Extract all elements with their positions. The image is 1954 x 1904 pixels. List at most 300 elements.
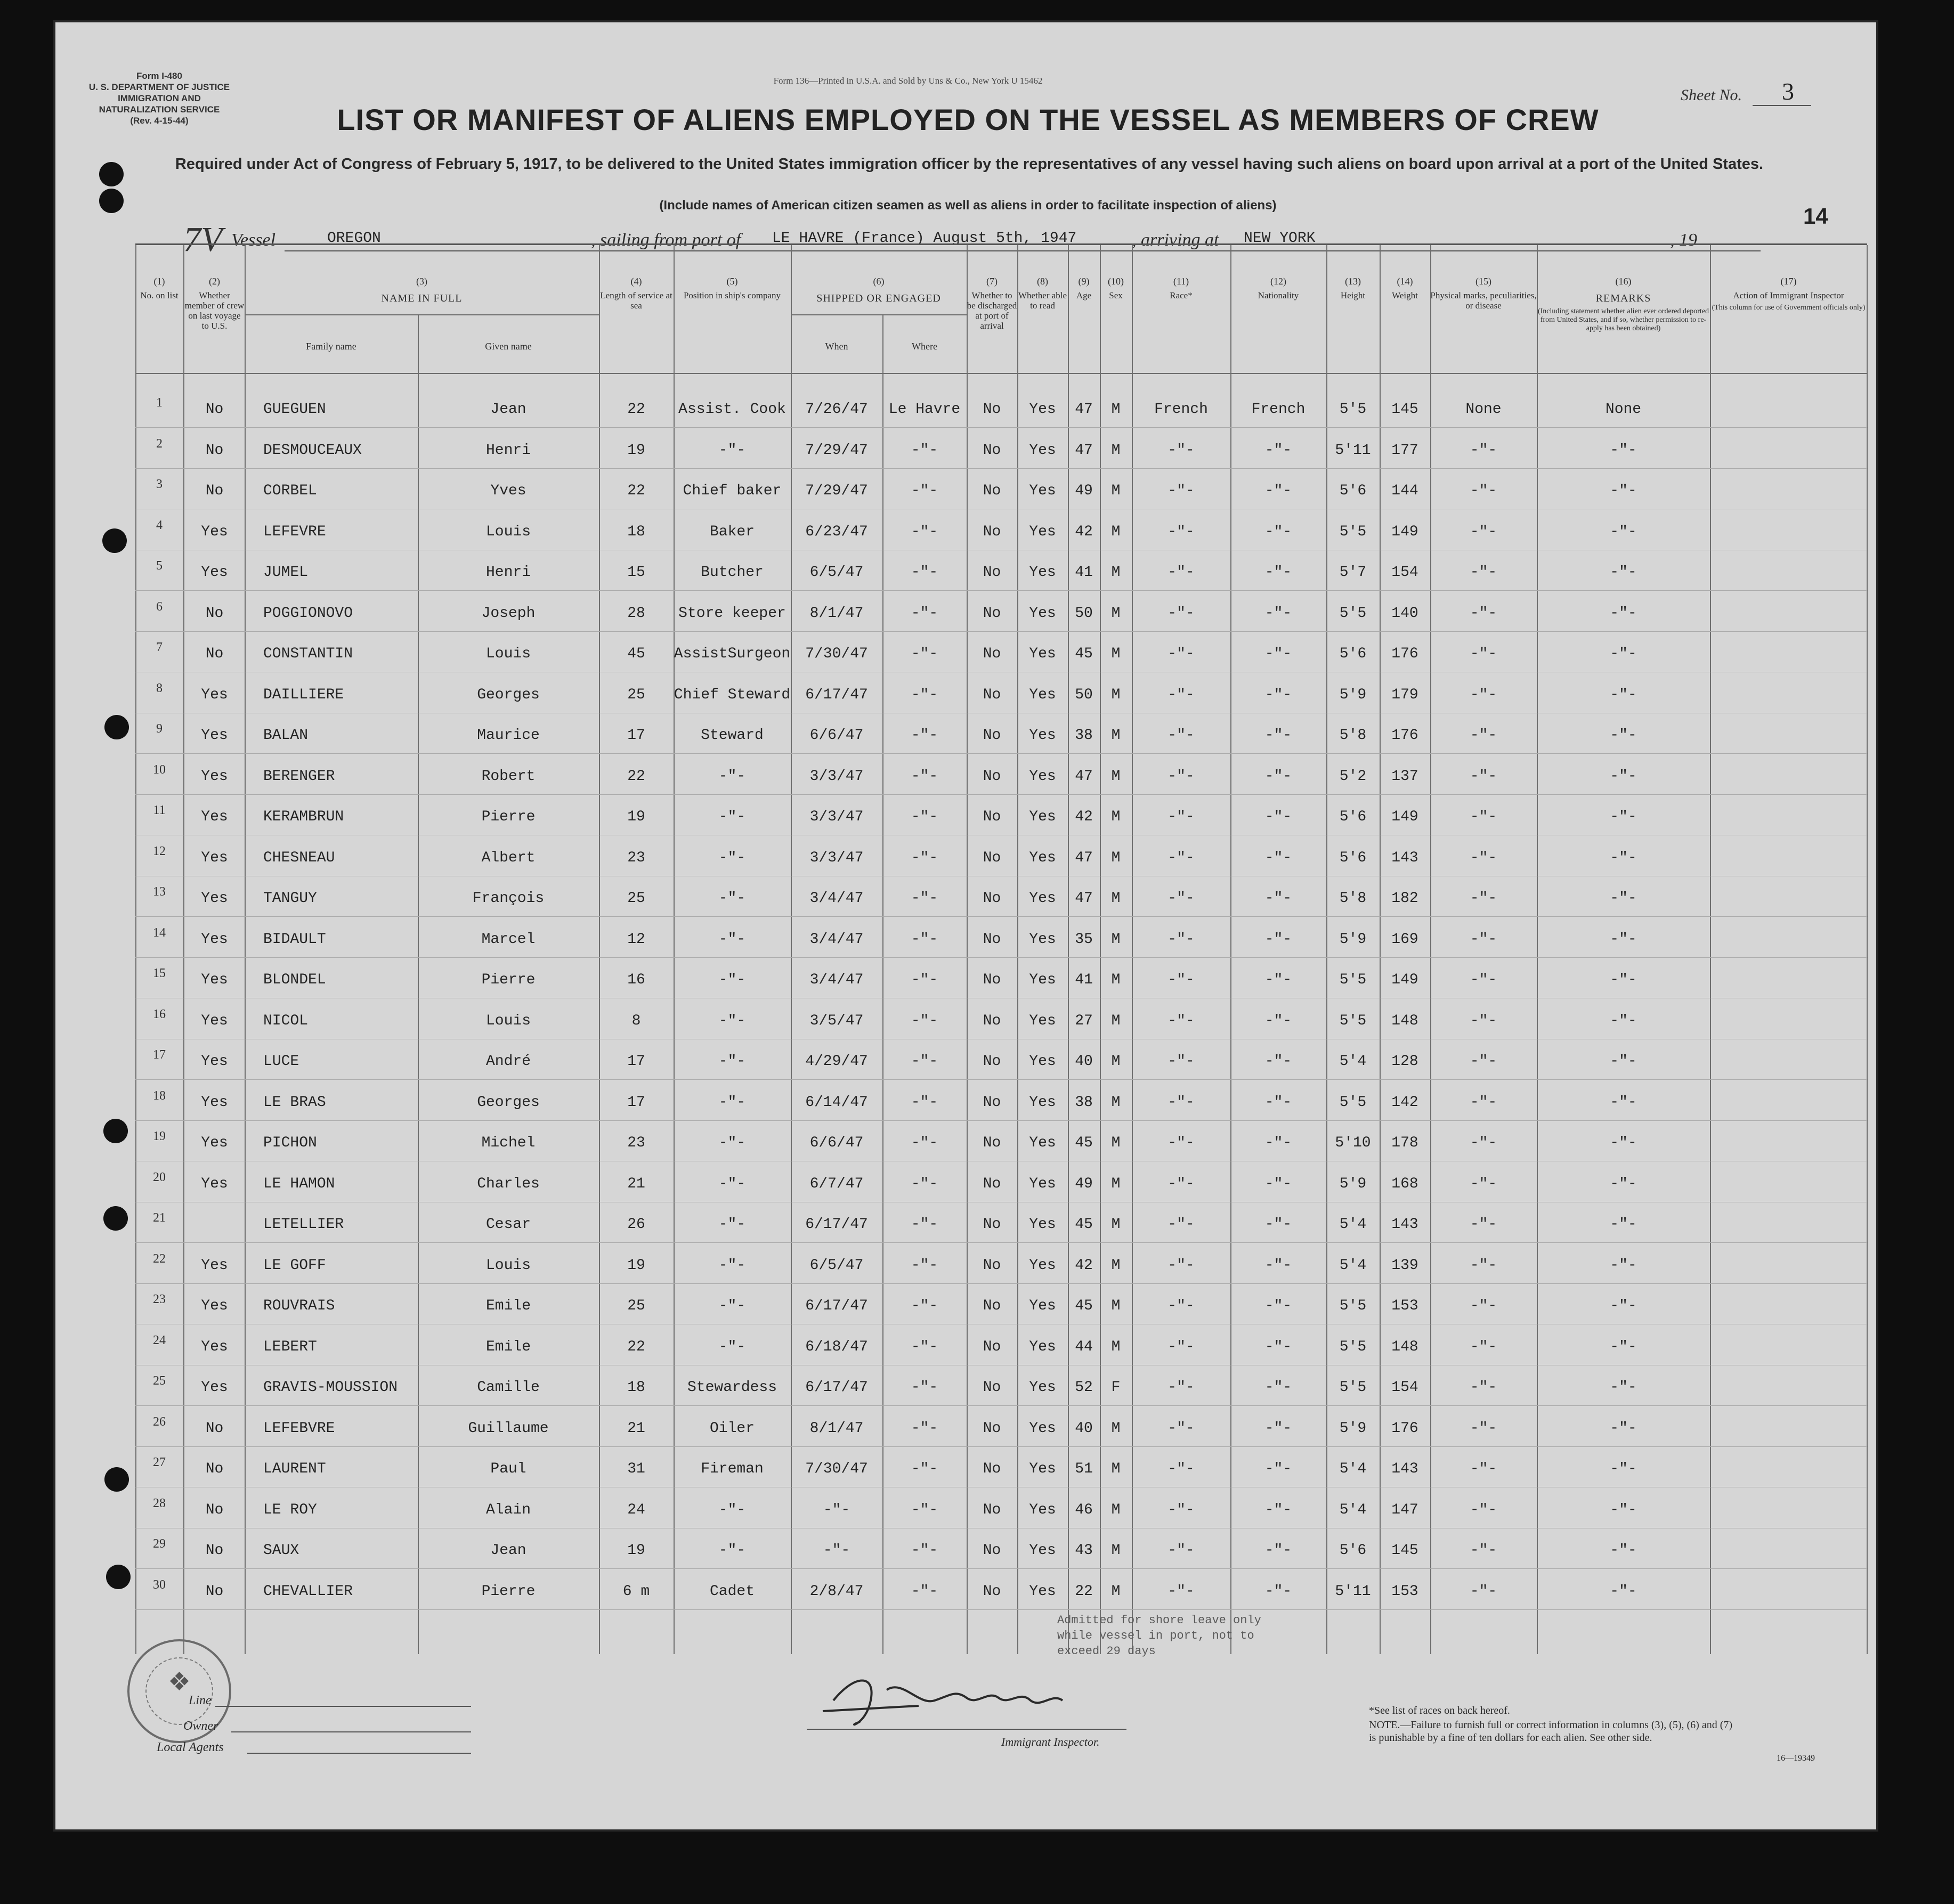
- marks-cell: -"-: [1470, 931, 1497, 948]
- service-cell: 21: [627, 1175, 645, 1192]
- given-name-cell: Guillaume: [468, 1420, 549, 1437]
- service-cell: 18: [627, 1379, 645, 1396]
- service-cell: 19: [627, 809, 645, 825]
- family-name-cell: DESMOUCEAUX: [263, 442, 362, 459]
- discharge-cell: No: [983, 1257, 1001, 1274]
- table-row: [135, 794, 1867, 835]
- crew-member-cell: Yes: [201, 931, 228, 948]
- punch-hole: [106, 1565, 131, 1589]
- race-cell: -"-: [1167, 483, 1195, 499]
- row-number: 5: [156, 559, 163, 573]
- crew-member-cell: Yes: [201, 564, 228, 581]
- nationality-cell: -"-: [1264, 646, 1292, 662]
- shipped-where-cell: -"-: [911, 972, 938, 988]
- marks-cell: -"-: [1470, 1257, 1497, 1274]
- shipped-where-cell: -"-: [911, 686, 938, 703]
- discharge-cell: No: [983, 564, 1001, 581]
- weight-cell: 153: [1391, 1298, 1418, 1314]
- eagle-icon: ❖: [167, 1668, 191, 1696]
- discharge-cell: No: [983, 483, 1001, 499]
- given-name-cell: Jean: [490, 401, 526, 418]
- shipped-where-cell: -"-: [911, 849, 938, 866]
- sex-cell: M: [1111, 1461, 1121, 1477]
- shipped-where-cell: -"-: [911, 1501, 938, 1518]
- shipped-where-cell: -"-: [911, 1461, 938, 1477]
- shipped-where-cell: -"-: [911, 1542, 938, 1559]
- shipped-where-cell: -"-: [911, 809, 938, 825]
- shipped-where-cell: -"-: [911, 1135, 938, 1151]
- col-header-height: (13) Height: [1340, 276, 1366, 300]
- given-name-cell: Michel: [481, 1135, 536, 1151]
- remarks-cell: -"-: [1610, 1012, 1637, 1029]
- height-cell: 5'6: [1339, 483, 1367, 499]
- sailing-label: , sailing from port of: [591, 230, 741, 250]
- position-cell: -"-: [718, 1175, 746, 1192]
- family-name-cell: CHEVALLIER: [263, 1583, 353, 1600]
- age-cell: 45: [1075, 1298, 1093, 1314]
- shipped-where-cell: -"-: [911, 646, 938, 662]
- position-cell: Chief Steward: [674, 686, 791, 703]
- shipped-where-cell: -"-: [911, 1338, 938, 1355]
- age-cell: 44: [1075, 1338, 1093, 1355]
- crew-member-cell: Yes: [201, 523, 228, 540]
- remarks-cell: -"-: [1610, 809, 1637, 825]
- family-name-cell: TANGUY: [263, 890, 317, 907]
- races-note: *See list of races on back hereof.: [1369, 1705, 1510, 1716]
- nationality-cell: -"-: [1264, 523, 1292, 540]
- shipped-when-cell: 8/1/47: [809, 1420, 864, 1437]
- read-cell: Yes: [1029, 1175, 1056, 1192]
- shipped-where-cell: -"-: [911, 605, 938, 622]
- marks-cell: -"-: [1470, 523, 1497, 540]
- table-row: [135, 386, 1867, 428]
- race-cell: -"-: [1167, 972, 1195, 988]
- position-cell: -"-: [718, 1298, 746, 1314]
- crew-member-cell: Yes: [201, 686, 228, 703]
- height-cell: 5'7: [1339, 564, 1367, 581]
- page-title: LIST OR MANIFEST OF ALIENS EMPLOYED ON THE VESSEL AS MEMBERS OF CREW: [337, 103, 1599, 136]
- discharge-cell: No: [983, 1135, 1001, 1151]
- family-name-cell: LEFEVRE: [263, 523, 326, 540]
- shipped-when-cell: 3/5/47: [809, 1012, 864, 1029]
- shipped-when-cell: 6/18/47: [805, 1338, 868, 1355]
- family-name-cell: BALAN: [263, 727, 309, 744]
- given-name-cell: Alain: [485, 1501, 531, 1518]
- remarks-cell: -"-: [1610, 646, 1637, 662]
- race-cell: -"-: [1167, 768, 1195, 785]
- race-cell: -"-: [1167, 931, 1195, 948]
- punch-hole: [103, 1206, 128, 1231]
- nationality-cell: -"-: [1264, 483, 1292, 499]
- height-cell: 5'6: [1339, 809, 1367, 825]
- given-name-cell: Maurice: [477, 727, 540, 744]
- sex-cell: M: [1111, 401, 1121, 418]
- col-header-where: Where: [912, 341, 937, 352]
- table-row: [135, 1079, 1867, 1121]
- sex-cell: M: [1111, 1175, 1121, 1192]
- col-header-age: (9) Age: [1076, 276, 1092, 300]
- family-name-cell: LE GOFF: [263, 1257, 326, 1274]
- nationality-cell: -"-: [1264, 1053, 1292, 1070]
- marks-cell: -"-: [1470, 768, 1497, 785]
- row-number: 3: [156, 477, 163, 491]
- sheet-number-value: 3: [1782, 78, 1794, 105]
- required-text: Required under Act of Congress of February 5, 1917, to be delivered to the United States immigration officer by the representatives of any vessel having such aliens on board upon arrival at a port of the United States.: [175, 156, 1764, 173]
- given-name-cell: Louis: [485, 1012, 531, 1029]
- age-cell: 42: [1075, 523, 1093, 540]
- given-name-cell: Pierre: [481, 1583, 536, 1600]
- marks-cell: -"-: [1470, 605, 1497, 622]
- age-cell: 45: [1075, 1216, 1093, 1233]
- punch-hole: [104, 715, 129, 739]
- printer-line: Form 136—Printed in U.S.A. and Sold by Uns & Co., New York U 15462: [773, 76, 1043, 86]
- age-cell: 47: [1075, 401, 1093, 418]
- service-cell: 25: [627, 890, 645, 907]
- table-row: [135, 712, 1867, 754]
- shipped-where-cell: -"-: [911, 768, 938, 785]
- given-name-cell: Louis: [485, 523, 531, 540]
- row-number: 28: [153, 1496, 166, 1510]
- row-number: 22: [153, 1251, 166, 1266]
- shipped-where-cell: -"-: [911, 1012, 938, 1029]
- table-row: [135, 1324, 1867, 1365]
- weight-cell: 143: [1391, 849, 1418, 866]
- race-cell: -"-: [1167, 1012, 1195, 1029]
- service-cell: 22: [627, 401, 645, 418]
- sex-cell: M: [1111, 972, 1121, 988]
- given-name-cell: Marcel: [481, 931, 536, 948]
- row-number: 11: [153, 803, 166, 817]
- discharge-cell: No: [983, 1216, 1001, 1233]
- marks-cell: -"-: [1470, 483, 1497, 499]
- race-cell: -"-: [1167, 1298, 1195, 1314]
- given-name-cell: Robert: [481, 768, 536, 785]
- race-cell: -"-: [1167, 523, 1195, 540]
- col-header-crew: (2) Whether member of crew on last voyage to U.S.: [184, 276, 245, 331]
- discharge-cell: No: [983, 605, 1001, 622]
- remarks-cell: -"-: [1610, 523, 1637, 540]
- line-rule: [215, 1706, 471, 1707]
- sex-cell: M: [1111, 1542, 1121, 1559]
- marks-cell: -"-: [1470, 1461, 1497, 1477]
- height-cell: 5'5: [1339, 523, 1367, 540]
- row-number: 7: [156, 640, 163, 654]
- discharge-cell: No: [983, 1501, 1001, 1518]
- position-cell: Stewardess: [687, 1379, 777, 1396]
- height-cell: 5'2: [1339, 768, 1367, 785]
- nationality-cell: -"-: [1264, 1094, 1292, 1111]
- discharge-cell: No: [983, 686, 1001, 703]
- height-cell: 5'10: [1335, 1135, 1371, 1151]
- age-cell: 50: [1075, 686, 1093, 703]
- col-header-family: Family name: [306, 341, 356, 352]
- weight-cell: 176: [1391, 727, 1418, 744]
- remarks-cell: -"-: [1610, 931, 1637, 948]
- row-number: 4: [156, 518, 163, 532]
- row-number: 20: [153, 1170, 166, 1184]
- read-cell: Yes: [1029, 1012, 1056, 1029]
- crew-member-cell: No: [205, 1542, 224, 1559]
- position-cell: Chief baker: [683, 483, 782, 499]
- sex-cell: M: [1111, 523, 1121, 540]
- service-cell: 31: [627, 1461, 645, 1477]
- age-cell: 38: [1075, 1094, 1093, 1111]
- service-cell: 8: [631, 1012, 641, 1029]
- sex-cell: M: [1111, 1094, 1121, 1111]
- read-cell: Yes: [1029, 564, 1056, 581]
- service-cell: 17: [627, 1053, 645, 1070]
- race-cell: -"-: [1167, 646, 1195, 662]
- row-number: 16: [153, 1007, 166, 1021]
- weight-cell: 179: [1391, 686, 1418, 703]
- position-cell: -"-: [718, 1135, 746, 1151]
- race-cell: -"-: [1167, 1216, 1195, 1233]
- table-row: [135, 998, 1867, 1039]
- sex-cell: M: [1111, 890, 1121, 907]
- nationality-cell: -"-: [1264, 809, 1292, 825]
- position-cell: Baker: [709, 523, 755, 540]
- given-name-cell: Georges: [477, 686, 540, 703]
- table-row: [135, 1201, 1867, 1243]
- age-cell: 35: [1075, 931, 1093, 948]
- sex-cell: M: [1111, 727, 1121, 744]
- race-cell: -"-: [1167, 1461, 1195, 1477]
- crew-table: [135, 243, 1867, 1654]
- remarks-cell: -"-: [1610, 1094, 1637, 1111]
- discharge-cell: No: [983, 809, 1001, 825]
- given-name-cell: Jean: [490, 1542, 526, 1559]
- discharge-cell: No: [983, 1053, 1001, 1070]
- col-header-read: (8) Whether able to read: [1018, 276, 1067, 311]
- remarks-cell: -"-: [1610, 1175, 1637, 1192]
- service-cell: 25: [627, 1298, 645, 1314]
- height-cell: 5'9: [1339, 686, 1367, 703]
- race-cell: -"-: [1167, 1094, 1195, 1111]
- weight-cell: 149: [1391, 972, 1418, 988]
- age-cell: 40: [1075, 1420, 1093, 1437]
- crew-member-cell: No: [205, 483, 224, 499]
- print-code: 16—19349: [1777, 1754, 1815, 1763]
- family-name-cell: LE BRAS: [263, 1094, 326, 1111]
- read-cell: Yes: [1029, 1257, 1056, 1274]
- age-cell: 49: [1075, 483, 1093, 499]
- table-row: [135, 1446, 1867, 1487]
- service-cell: 6 m: [622, 1583, 650, 1600]
- position-cell: -"-: [718, 1094, 746, 1111]
- discharge-cell: No: [983, 1298, 1001, 1314]
- remarks-cell: -"-: [1610, 768, 1637, 785]
- nationality-cell: -"-: [1264, 1501, 1292, 1518]
- shipped-where-cell: -"-: [911, 1175, 938, 1192]
- crew-member-cell: No: [205, 442, 224, 459]
- shipped-where-cell: -"-: [911, 483, 938, 499]
- table-row: [135, 753, 1867, 795]
- race-cell: -"-: [1167, 890, 1195, 907]
- remarks-cell: None: [1605, 401, 1642, 418]
- height-cell: 5'5: [1339, 1338, 1367, 1355]
- marks-cell: -"-: [1470, 1135, 1497, 1151]
- crew-member-cell: No: [205, 1583, 224, 1600]
- nationality-cell: -"-: [1264, 890, 1292, 907]
- race-cell: -"-: [1167, 809, 1195, 825]
- discharge-cell: No: [983, 1094, 1001, 1111]
- given-name-cell: François: [472, 890, 545, 907]
- marks-cell: -"-: [1470, 809, 1497, 825]
- given-name-cell: Henri: [485, 442, 531, 459]
- arriving-value: NEW YORK: [1244, 230, 1316, 247]
- remarks-cell: -"-: [1610, 1135, 1637, 1151]
- crew-member-cell: No: [205, 1420, 224, 1437]
- age-cell: 51: [1075, 1461, 1093, 1477]
- nationality-cell: -"-: [1264, 1175, 1292, 1192]
- row-number: 25: [153, 1374, 166, 1388]
- given-name-cell: Emile: [485, 1298, 531, 1314]
- race-cell: -"-: [1167, 1420, 1195, 1437]
- age-cell: 52: [1075, 1379, 1093, 1396]
- service-cell: 25: [627, 686, 645, 703]
- sex-cell: M: [1111, 1583, 1121, 1600]
- punch-hole: [103, 1119, 128, 1143]
- read-cell: Yes: [1029, 809, 1056, 825]
- row-number: 27: [153, 1455, 166, 1469]
- weight-cell: 128: [1391, 1053, 1418, 1070]
- header-bottom-rule: [135, 373, 1867, 374]
- shipped-when-cell: 3/4/47: [809, 890, 864, 907]
- race-cell: -"-: [1167, 849, 1195, 866]
- shipped-when-cell: 3/4/47: [809, 972, 864, 988]
- discharge-cell: No: [983, 890, 1001, 907]
- nationality-cell: -"-: [1264, 564, 1292, 581]
- discharge-cell: No: [983, 442, 1001, 459]
- read-cell: Yes: [1029, 442, 1056, 459]
- row-number: 8: [156, 681, 163, 695]
- sex-cell: F: [1111, 1379, 1121, 1396]
- service-cell: 18: [627, 523, 645, 540]
- row-number: 30: [153, 1577, 166, 1592]
- nationality-cell: -"-: [1264, 727, 1292, 744]
- weight-cell: 176: [1391, 1420, 1418, 1437]
- col-header-nationality: (12) Nationality: [1258, 276, 1299, 300]
- discharge-cell: No: [983, 646, 1001, 662]
- table-row: [135, 1038, 1867, 1080]
- remarks-cell: -"-: [1610, 442, 1637, 459]
- table-row: [135, 549, 1867, 591]
- table-row: [135, 835, 1867, 876]
- position-cell: Butcher: [701, 564, 764, 581]
- family-name-cell: CORBEL: [263, 483, 317, 499]
- read-cell: Yes: [1029, 931, 1056, 948]
- row-number: 12: [153, 844, 166, 858]
- crew-member-cell: Yes: [201, 1338, 228, 1355]
- read-cell: Yes: [1029, 1583, 1056, 1600]
- family-name-cell: POGGIONOVO: [263, 605, 353, 622]
- family-name-cell: BLONDEL: [263, 972, 326, 988]
- weight-cell: 139: [1391, 1257, 1418, 1274]
- vessel-name: OREGON: [327, 230, 381, 247]
- weight-cell: 145: [1391, 401, 1418, 418]
- crew-member-cell: Yes: [201, 890, 228, 907]
- marks-cell: -"-: [1470, 727, 1497, 744]
- position-cell: -"-: [718, 849, 746, 866]
- table-row: [135, 590, 1867, 632]
- marks-cell: -"-: [1470, 972, 1497, 988]
- crew-member-cell: Yes: [201, 1053, 228, 1070]
- shipped-when-cell: 3/4/47: [809, 931, 864, 948]
- col-header-weight: (14) Weight: [1392, 276, 1418, 300]
- table-row: [135, 1405, 1867, 1447]
- marks-cell: -"-: [1470, 564, 1497, 581]
- family-name-cell: LEBERT: [263, 1338, 317, 1355]
- remarks-cell: -"-: [1610, 483, 1637, 499]
- race-cell: -"-: [1167, 605, 1195, 622]
- service-cell: 16: [627, 972, 645, 988]
- nationality-cell: -"-: [1264, 686, 1292, 703]
- table-row: [135, 1364, 1867, 1406]
- shore-leave-stamp: Admitted for shore leave only while vessel in port, not to exceed 29 days: [1057, 1614, 1261, 1658]
- read-cell: Yes: [1029, 523, 1056, 540]
- sex-cell: M: [1111, 1420, 1121, 1437]
- read-cell: Yes: [1029, 1135, 1056, 1151]
- family-name-cell: LAURENT: [263, 1461, 326, 1477]
- read-cell: Yes: [1029, 1420, 1056, 1437]
- weight-cell: 176: [1391, 646, 1418, 662]
- read-cell: Yes: [1029, 1298, 1056, 1314]
- read-cell: Yes: [1029, 686, 1056, 703]
- height-cell: 5'8: [1339, 727, 1367, 744]
- shipped-when-cell: 6/5/47: [809, 1257, 864, 1274]
- discharge-cell: No: [983, 401, 1001, 418]
- height-cell: 5'5: [1339, 1298, 1367, 1314]
- position-cell: Store keeper: [678, 605, 786, 622]
- family-name-cell: LEFEBVRE: [263, 1420, 335, 1437]
- position-cell: AssistSurgeon: [674, 646, 791, 662]
- family-name-cell: GRAVIS-MOUSSION: [263, 1379, 398, 1396]
- discharge-cell: No: [983, 972, 1001, 988]
- table-row: [135, 631, 1867, 672]
- service-cell: 23: [627, 1135, 645, 1151]
- family-name-cell: CONSTANTIN: [263, 646, 353, 662]
- line-label: Line: [189, 1694, 212, 1707]
- table-row: [135, 1283, 1867, 1324]
- given-name-cell: Louis: [485, 646, 531, 662]
- service-cell: 22: [627, 1338, 645, 1355]
- nationality-cell: French: [1251, 401, 1306, 418]
- row-number: 14: [153, 925, 166, 940]
- given-name-cell: Pierre: [481, 972, 536, 988]
- col-header-given: Given name: [485, 341, 532, 352]
- read-cell: Yes: [1029, 1461, 1056, 1477]
- height-cell: 5'4: [1339, 1216, 1367, 1233]
- row-number: 19: [153, 1129, 166, 1143]
- age-cell: 47: [1075, 890, 1093, 907]
- shipped-when-cell: 7/30/47: [805, 646, 868, 662]
- crew-member-cell: Yes: [201, 1012, 228, 1029]
- nationality-cell: -"-: [1264, 849, 1292, 866]
- sex-cell: M: [1111, 646, 1121, 662]
- include-text: (Include names of American citizen seamen as well as aliens in order to facilitate inspection of aliens): [659, 198, 1277, 213]
- race-cell: -"-: [1167, 1053, 1195, 1070]
- marks-cell: -"-: [1470, 1379, 1497, 1396]
- height-cell: 5'5: [1339, 972, 1367, 988]
- row-number: 10: [153, 762, 166, 777]
- position-cell: -"-: [718, 1338, 746, 1355]
- height-cell: 5'11: [1335, 442, 1371, 459]
- age-cell: 47: [1075, 849, 1093, 866]
- remarks-cell: -"-: [1610, 1501, 1637, 1518]
- remarks-cell: -"-: [1610, 1216, 1637, 1233]
- position-cell: -"-: [718, 442, 746, 459]
- shipped-when-cell: 6/7/47: [809, 1175, 864, 1192]
